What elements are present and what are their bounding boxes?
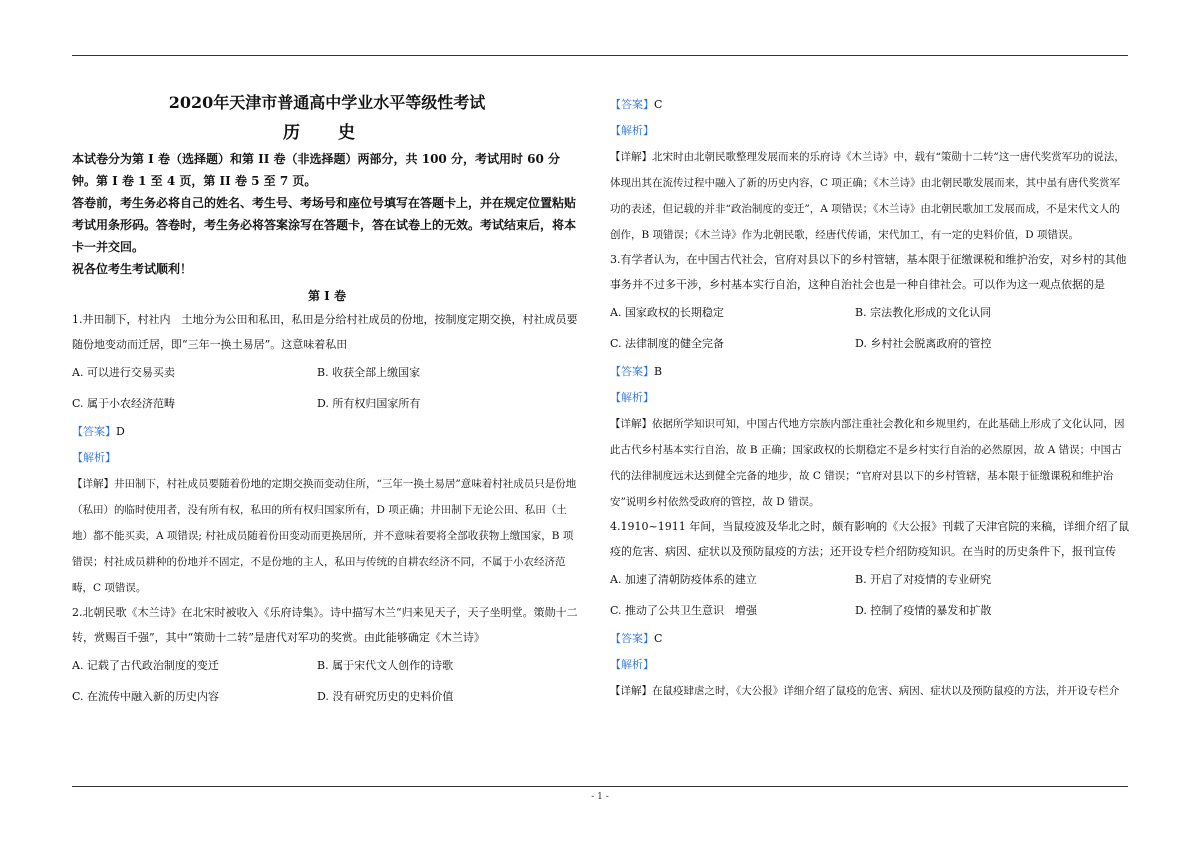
intro-paragraph-2: 答卷前，考生务必将自己的姓名、考生号、考场号和座位号填写在答题卡上，并在规定位置粘贴考试用条形码。答卷时，考生务必将答案涂写在答题卡，答在试卷上的无效。考试结束后，将本卡一并交回。 [72,196,577,254]
question-4-stem: 4.1910~1911 年间，当鼠疫波及华北之时，颇有影响的《大公报》刊载了天津官院的来稿，详细介绍了鼠疫的危害、病因、症状以及预防鼠疫的方法；还开设专栏介绍防疫知识。在当时的历史条件下，报刊宣传 [610,520,1130,558]
bottom-rule [72,786,1128,787]
intro-paragraph-1: 本试卷分为第 I 卷（选择题）和第 II 卷（非选择题）两部分，共 100 分，考试用时 60 分钟。第 I 卷 1 至 4 页，第 II 卷 5 至 7 页。 [72,152,561,188]
right-column [610,92,1130,704]
top-rule [72,55,1128,56]
question-2-answer: 【答案】C [610,98,663,111]
question-1-analysis-label: 【解析】 [72,451,116,464]
page-number: - 1 - [591,792,609,802]
question-1-answer: 【答案】D [72,425,125,438]
option-c: C. 属于小农经济范畴 [72,397,176,410]
option-a: A. 记载了古代政治制度的变迁 [72,659,219,672]
answer-value: D [116,425,125,438]
question-4-analysis-label: 【解析】 [610,658,654,671]
question-1-stem: 1.井田制下，村社内 土地分为公田和私田，私田是分给村社成员的份地，按制度定期交换，村社成员要随份地变动而迁居，即“三年一换土易居”。这意味着私田 [72,313,578,351]
question-4-options [610,564,1130,626]
question-4-answer: 【答案】C [610,632,663,645]
section-heading: 第 I 卷 [308,289,346,303]
question-3-options [610,297,1130,359]
subject-title: 历 史 [283,123,371,143]
option-c: C. 推动了公共卫生意识 增强 [610,604,758,617]
answer-value: C [654,632,663,645]
option-d: D. 没有研究历史的史料价值 [317,690,454,703]
option-b: B. 宗法教化形成的文化认同 [855,306,992,319]
left-column [72,88,582,712]
question-1-options [72,357,582,419]
exam-title: 2020年天津市普通高中学业水平等级性考试 [168,93,486,112]
option-d: D. 控制了疫情的暴发和扩散 [855,604,992,617]
intro-paragraph-3: 祝各位考生考试顺利！ [72,262,193,276]
option-b: B. 开启了对疫情的专业研究 [855,573,992,586]
question-2-stem: 2.北朝民歌《木兰诗》在北宋时被收入《乐府诗集》。诗中描写木兰“归来见天子，天子坐明堂。策勋十二转，赏赐百千强”，其中“策勋十二转”是唐代对军功的奖赏。由此能够确定《木兰诗》 [72,606,578,644]
option-b: B. 属于宋代文人创作的诗歌 [317,659,454,672]
option-a: A. 国家政权的长期稳定 [610,306,724,319]
question-1-explanation: 【详解】井田制下，村社成员要随着份地的定期交换而变动住所，“三年一换土易居”意味着村社成员只是份地（私田）的临时使用者，没有所有权，私田的所有权归国家所有，D 项正确；井田制下无论公田、私田（土地）都不能买卖，A 项错误; 村社成员随着份田变动而更换居所，并不意味着要将全部收获物上缴国家，B 项错误；村社成员耕种的份地并不固定，不是份地的主人，私田与传统的自耕农经济不同，不属于小农经济范畴，C 项错误。 [72,478,577,594]
option-d: D. 所有权归国家所有 [317,397,421,410]
option-c: C. 法律制度的健全完备 [610,337,725,350]
option-a: A. 加速了清朝防疫体系的建立 [610,573,757,586]
option-d: D. 乡村社会脱离政府的管控 [855,337,992,350]
option-b: B. 收获全部上缴国家 [317,366,421,379]
question-2-analysis-label: 【解析】 [610,124,654,137]
question-4-explanation: 【详解】在鼠疫肆虐之时，《大公报》详细介绍了鼠疫的危害、病因、症状以及预防鼠疫的方法，并开设专栏介 [610,685,1120,697]
question-2-options [72,650,582,712]
question-3-explanation: 【详解】依据所学知识可知，中国古代地方宗族内部注重社会教化和乡规里约，在此基础上形成了文化认同，因此古代乡村基本实行自治，故 B 正确；国家政权的长期稳定不是乡村实行自治的必然原因，故 A 错误；中国古代的法律制度远未达到健全完备的地步，故 C 错误；“官府对县以下的乡村管辖，基本限于征缴课税和维护治安”说明乡村依然受政府的管控，故 D 错误。 [610,418,1125,508]
answer-value: C [654,98,663,111]
answer-value: B [654,365,663,378]
question-3-stem: 3.有学者认为，在中国古代社会，官府对县以下的乡村管辖，基本限于征缴课税和维护治安，对乡村的其他事务并不过多干涉，乡村基本实行自治，这种自治社会也是一种自律社会。可以作为这一观点依据的是 [610,253,1127,291]
question-2-explanation: 【详解】北宋时由北朝民歌整理发展而来的乐府诗《木兰诗》中，载有“策勋十二转”这一唐代奖赏军功的说法，体现出其在流传过程中融入了新的历史内容，C 项正确；《木兰诗》由北朝民歌发展而来，其中虽有唐代奖赏军功的表述，但记载的并非“政治制度的变迁”，A 项错误；《木兰诗》由北朝民歌加工发展而成，不是宋代文人的创作，B 项错误；《木兰诗》作为北朝民歌，经唐代传诵，宋代加工，有一定的史料价值，D 项错误。 [610,151,1125,241]
option-a: A. 可以进行交易买卖 [72,366,175,379]
question-3-answer: 【答案】B [610,365,663,378]
option-c: C. 在流传中融入新的历史内容 [72,690,220,703]
question-3-analysis-label: 【解析】 [610,391,654,404]
